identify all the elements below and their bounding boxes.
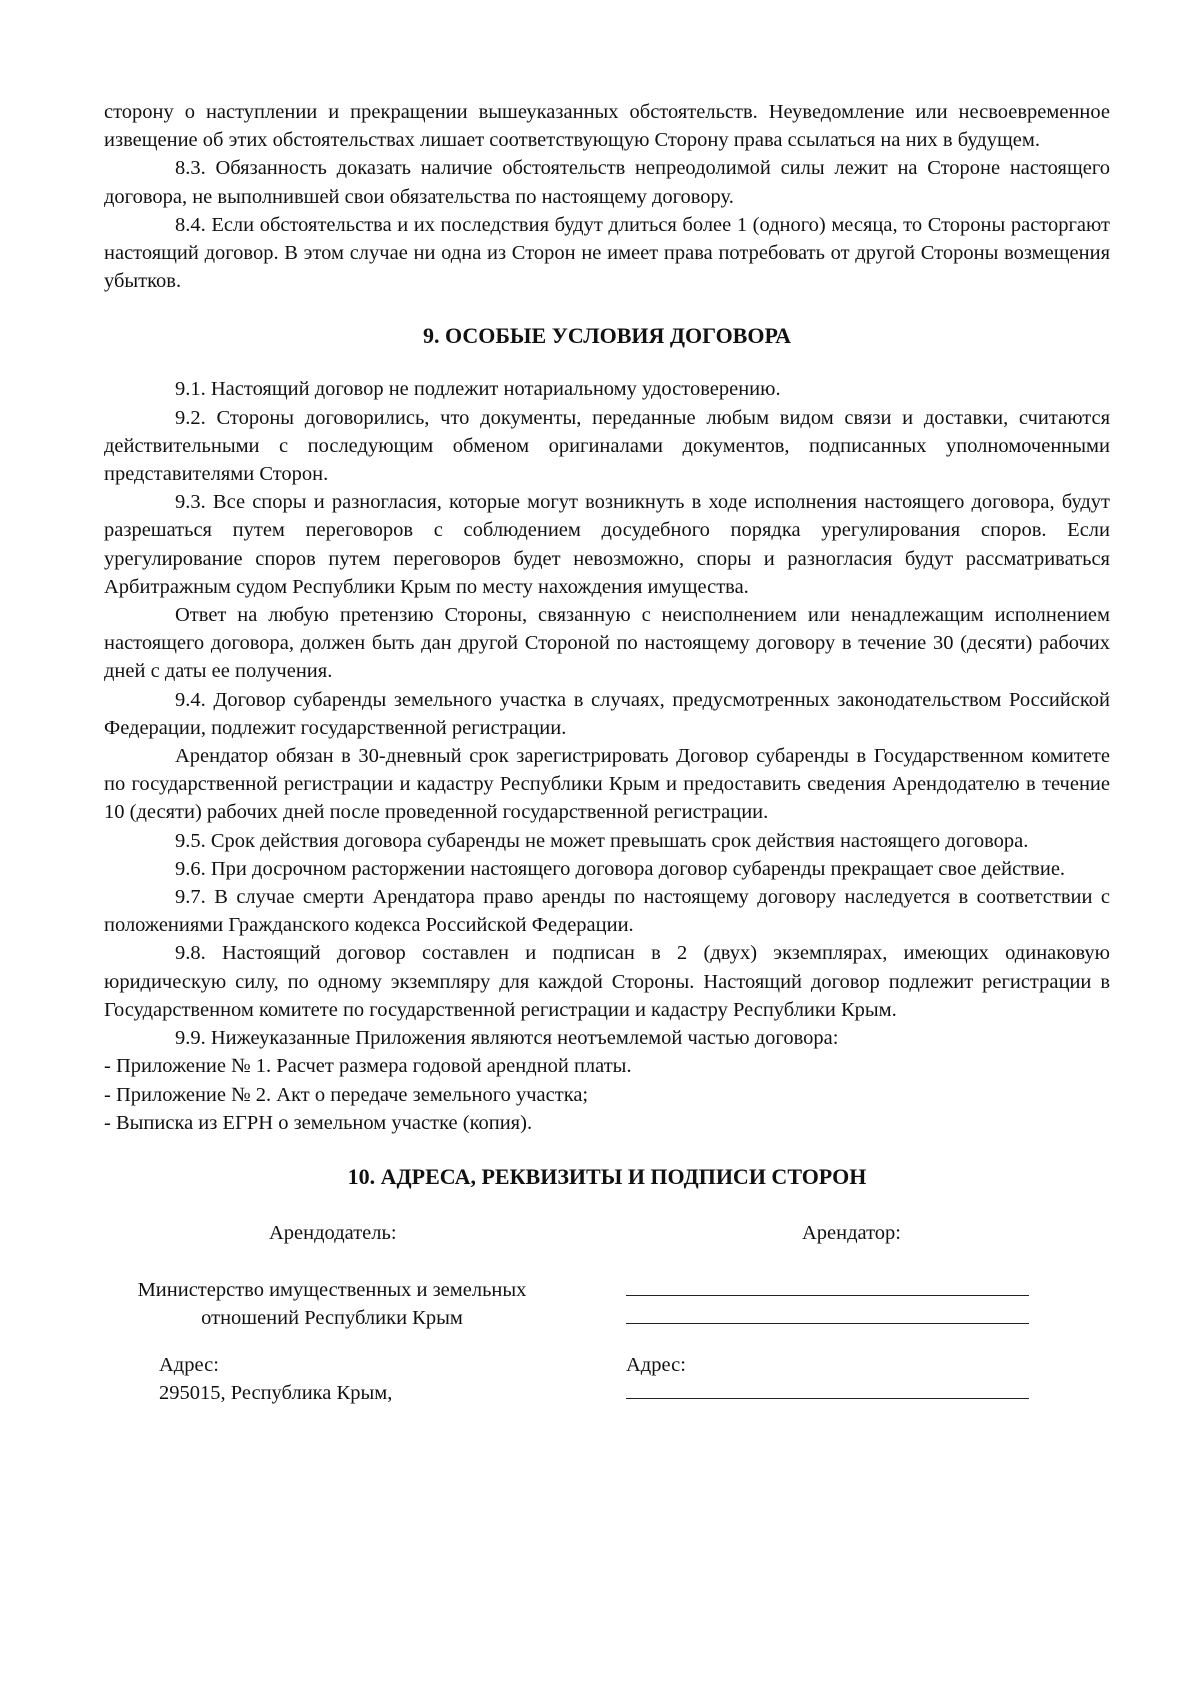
tenant-address-line: [626, 1398, 1029, 1399]
paragraph-9-9: 9.9. Нижеуказанные Приложения являются неотъемлемой частью договора:: [175, 1027, 839, 1050]
document-page: [104, 98, 1110, 1449]
paragraph-8-3: 8.3. Обязанность доказать наличие обстоятельств непреодолимой силы лежит на Стороне настоящего договора, не выполнившей свои обязательства по настоящему договору.: [104, 157, 1110, 208]
paragraph-9-4: 9.4. Договор субаренды земельного участка в случаях, предусмотренных законодательством Российской Федерации, подлежит государственной регистрации.: [104, 688, 1110, 739]
paragraph-9-8: 9.8. Настоящий договор составлен и подписан в 2 (двух) экземплярах, имеющих одинаковую юридическую силу, по одному экземпляру для каждой Стороны. Настоящий договор подлежит регистрации в Государственном комитете по государственной регистрации и кадастру Республики Крым.: [104, 942, 1110, 1021]
section-9-title: 9. ОСОБЫЕ УСЛОВИЯ ДОГОВОРА: [423, 323, 791, 349]
paragraph-8-2-cont: сторону о наступлении и прекращении вышеуказанных обстоятельств. Неуведомление или несвоевременное извещение об этих обстоятельствах лишает соответствующую Сторону права ссылаться на них в будущем.: [104, 101, 1110, 152]
landlord-name-line1: Министерство имущественных и земельных: [137, 1278, 527, 1301]
landlord-address-line: 295015, Республика Крым,: [159, 1381, 393, 1404]
landlord-label: Арендодатель:: [269, 1221, 397, 1244]
paragraph-9-3-response: Ответ на любую претензию Стороны, связанную с неисполнением или ненадлежащим исполнением настоящего договора, должен быть дан другой Стороной по настоящему договору в течение 30 (десяти) рабочих дней с даты ее получения.: [104, 604, 1110, 683]
attachment-item: - Приложение № 2. Акт о передаче земельного участка;: [104, 1083, 589, 1106]
paragraph-9-7: 9.7. В случае смерти Арендатора право аренды по настоящему договору наследуется в соответствии с положениями Гражданского кодекса Российской Федерации.: [104, 886, 1110, 937]
paragraph-9-4-registration: Арендатор обязан в 30-дневный срок зарегистрировать Договор субаренды в Государственном комитете по государственной регистрации и кадастру Республики Крым и предоставить сведения Арендодателю в течение 10 (десяти) рабочих дней после проведенной государственной регистрации.: [104, 745, 1110, 824]
landlord-address-label: Адрес:: [159, 1353, 219, 1376]
paragraph-9-2: 9.2. Стороны договорились, что документы, переданные любым видом связи и доставки, считаются действительными с последующим обменом оригиналами документов, подписанных уполномоченными представителями Сторон.: [104, 406, 1110, 486]
paragraph-9-6: 9.6. При досрочном расторжении настоящего договора договор субаренды прекращает свое действие.: [175, 857, 1066, 880]
parties-block: [104, 1219, 1110, 1449]
section-10-title: 10. АДРЕСА, РЕКВИЗИТЫ И ПОДПИСИ СТОРОН: [347, 1163, 867, 1189]
attachment-item: - Приложение № 1. Расчет размера годовой арендной платы.: [104, 1055, 632, 1078]
landlord-name-line2: отношений Республики Крым: [201, 1306, 463, 1329]
tenant-label: Арендатор:: [802, 1221, 902, 1244]
paragraph-9-3: 9.3. Все споры и разногласия, которые могут возникнуть в ходе исполнения настоящего договора, будут разрешаться путем переговоров с соблюдением досудебного порядка урегулирования споров. Если урегулирование споров путем переговоров будет невозможно, споры и разногласия будут рассматриваться Арбитражным судом Республики Крым по месту нахождения имущества.: [104, 491, 1110, 598]
paragraph-9-5: 9.5. Срок действия договора субаренды не может превышать срок действия настоящего договора.: [175, 829, 1029, 852]
tenant-name-signature-line: [626, 1323, 1029, 1324]
tenant-name-signature-line: [626, 1295, 1029, 1296]
paragraph-9-1: 9.1. Настоящий договор не подлежит нотариальному удостоверению.: [175, 378, 781, 401]
paragraph-8-4: 8.4. Если обстоятельства и их последствия будут длиться более 1 (одного) месяца, то Стороны расторгают настоящий договор. В этом случае ни одна из Сторон не имеет права потребовать от другой Стороны возмещения убытков.: [104, 213, 1110, 293]
attachment-item: - Выписка из ЕГРН о земельном участке (копия).: [104, 1111, 533, 1134]
tenant-address-label: Адрес:: [626, 1353, 686, 1376]
